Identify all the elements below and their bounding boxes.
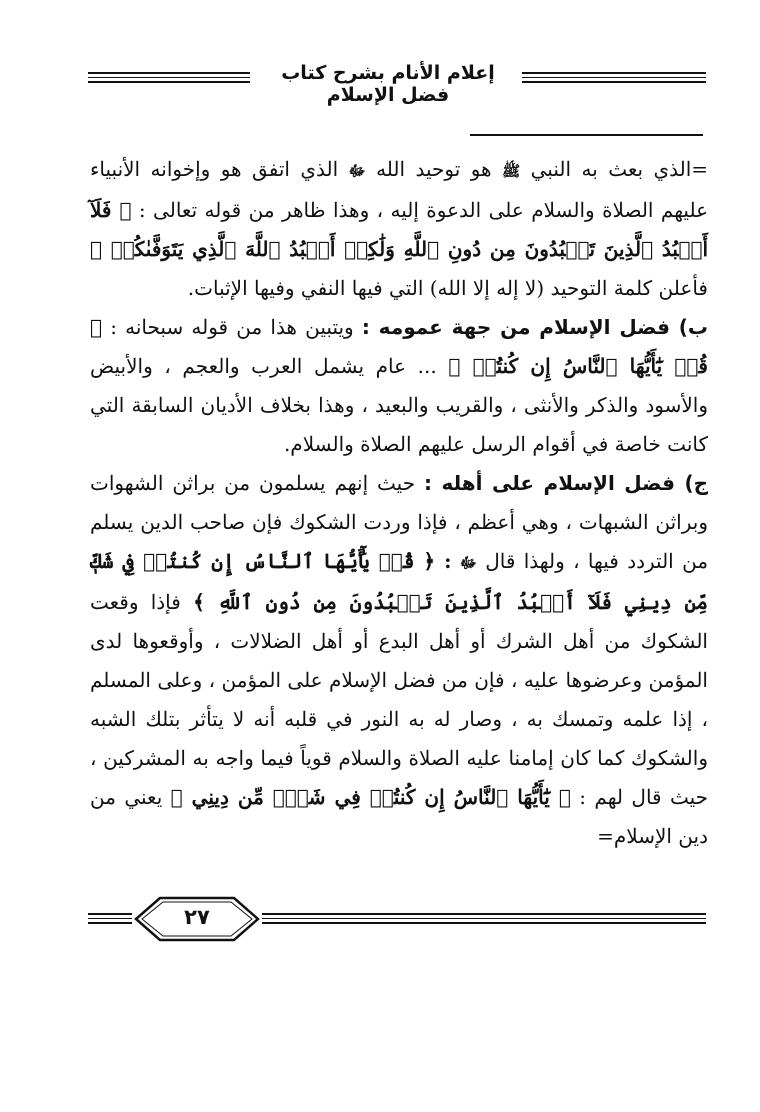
quran-verse: ﴿ يَٰٓأَيُّهَا ٱلنَّاسُ إِن كُنتُمۡ فِي شَكّٖ مِّن دِينِي ﴾ [170,785,571,809]
page-number: ٢٧ [184,905,210,929]
text-run: ... عام يشمل العرب والعجم ، والأبيض والأسود والذكر والأنثى ، والقريب والبعيد ، وهذا بخلاف الأديان السابقة التي كانت خاصة في أقوام الرسل عليهم الصلاة والسلام. [90,354,708,456]
honorific-glyph: ﷻ [348,162,366,180]
page-footer [88,895,706,955]
section-heading: ج) فضل الإسلام على أهله : [423,471,709,495]
page-number-badge [132,896,262,942]
text-run: هو توحيد الله [376,157,492,181]
paragraph-3 [90,464,708,856]
footer-rule-right [262,918,706,919]
text-run: الذي اتفق هو وإخوانه الأنبياء عليهم الصلاة والسلام على الدعوة إليه ، وهذا ظاهر من قوله تعالى : [90,157,709,222]
honorific-glyph: ﷻ [459,554,477,572]
quran-verse: : ﴿ قُلۡ يَٰٓأَيُّهَا ٱلنَّاسُ إِن كُنتُمۡ فِي شَكّٖ مِّن دِينِي فَلَآ أَعۡبُدُ ٱلَّذِينَ تَعۡبُدُونَ مِن دُونِ ٱللَّهِ ﴾ [90,549,708,614]
text-run: يعني من دين الإسلام= [90,785,708,848]
header-rule-left [88,72,250,86]
text-run: فأعلن كلمة التوحيد (لا إله إلا الله) التي فيها النفي وفيها الإثبات. [187,276,708,300]
footer-rule-left [88,918,132,919]
footer-rule-right [262,922,706,924]
text-run: فإذا وقعت الشكوك من أهل الشرك أو أهل البدع أو أهل الضلالات ، وأوقعوها لدى المؤمن وعرضوها عليه ، فإن من فضل الإسلام على المؤمن ، وعلى المسلم ، إذا علمه وتمسك به ، وصار له به النور في قلبه أنه لا يتأثر بتلك الشبه والشكوك كما كان إمامنا عليه الصلاة والسلام قوياً فيما واجه به المشركين ، حيث قال لهم : [90,590,709,809]
body-text [90,150,708,890]
paragraph-2 [90,308,708,464]
paragraph-1 [90,150,708,308]
text-run: حيث إنهم يسلمون من براثن الشهوات وبراثن الشبهات ، وهي أعظم ، فإذا وردت الشكوك فإن صاحب الدين يسلم من التردد فيها ، ولهذا قال [90,471,709,573]
footer-rule-left [88,913,132,915]
quran-verse: ﴿ فَلَآ أَعۡبُدُ ٱلَّذِينَ تَعۡبُدُونَ مِن دُونِ ٱللَّهِ وَلَٰكِنۡ أَعۡبُدُ ٱللَّهَ ٱلَّذِي يَتَوَفَّىٰكُمۡ ﴾ [90,198,708,261]
text-run: ويتبين هذا من قوله سبحانه : [110,315,354,339]
honorific-glyph: ﷺ [502,162,521,180]
running-title: إعلام الأنام بشرح كتاب فضل الإسلام [281,62,495,106]
footer-rule-left [88,922,132,924]
section-heading: ب) فضل الإسلام من جهة عمومه : [361,315,709,339]
text-run: =الذي بعث به النبي [530,157,709,181]
footer-rule-right [262,913,706,915]
quran-verse: ﴿ قُلۡ يَٰٓأَيُّهَا ٱلنَّاسُ إِن كُنتُمۡ ﴾ [90,315,708,378]
section-separator-rule [470,134,703,136]
header-rule-right [522,72,706,86]
